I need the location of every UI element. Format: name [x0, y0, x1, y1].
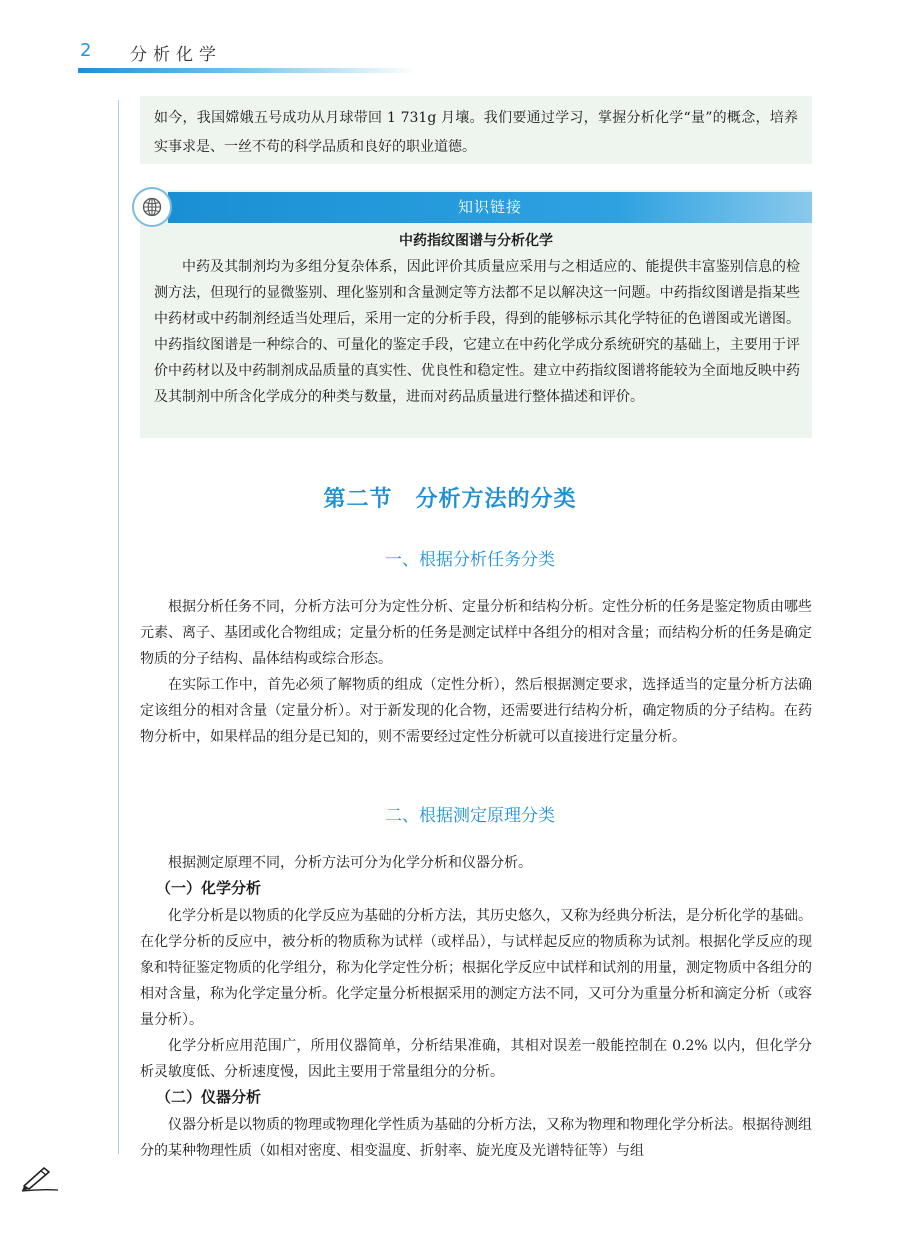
knowledge-link-subtitle: 中药指纹图谱与分析化学 [399, 233, 553, 249]
paragraph: 化学分析是以物质的化学反应为基础的分析方法，其历史悠久，又称为经典分析法，是分析化学的基础。在化学分析的反应中，被分析的物质称为试样（或样品），与试样起反应的物质称为试剂。根据化学反应的现象和特征鉴定物质的化学组分，称为化学定性分析；根据化学反应中试样和试剂的用量，测定物质中各组分的相对含量，称为化学定量分析。化学定量分析根据采用的测定方法不同，又可分为重量分析和滴定分析（或容量分析）。 [140, 908, 812, 1028]
subsection-title-1: 一、根据分析任务分类 [385, 550, 555, 570]
knowledge-link-label: 知识链接 [457, 198, 522, 216]
intro-text: 如今，我国嫦娥五号成功从月球带回 1 731g 月壤。我们要通过学习，掌握分析化学“量”的概念，培养实事求是、一丝不苟的科学品质和良好的职业道德。 [154, 110, 798, 155]
subsection-title-2: 二、根据测定原理分类 [385, 806, 555, 826]
paragraph: 根据测定原理不同，分析方法可分为化学分析和仪器分析。 [168, 855, 532, 871]
paragraph: 化学分析应用范围广，所用仪器简单，分析结果准确，其相对误差一般能控制在 0.2% 以内，但化学分析灵敏度低、分析速度慢，因此主要用于常量组分的分析。 [140, 1038, 812, 1080]
globe-icon [132, 187, 172, 227]
heading-instrumental-analysis: （二）仪器分析 [156, 1088, 262, 1106]
paragraph: 在实际工作中，首先必须了解物质的组成（定性分析），然后根据测定要求，选择适当的定量分析方法确定该组分的相对含量（定量分析）。对于新发现的化合物，还需要进行结构分析，确定物质的分子结构。在药物分析中，如果样品的组分是已知的，则不需要经过定性分析就可以直接进行定量分析。 [140, 677, 812, 745]
intro-box [140, 96, 812, 164]
paragraph: 根据分析任务不同，分析方法可分为定性分析、定量分析和结构分析。定性分析的任务是鉴定物质由哪些元素、离子、基团或化合物组成；定量分析的任务是测定试样中各组分的相对含量；而结构分析的任务是确定物质的分子结构、晶体结构或综合形态。 [140, 599, 812, 667]
running-title: 分析化学 [130, 45, 222, 65]
pen-icon [20, 1162, 60, 1192]
knowledge-link-body: 中药及其制剂均为多组分复杂体系，因此评价其质量应采用与之相适应的、能提供丰富鉴别信息的检测方法，但现行的显微鉴别、理化鉴别和含量测定等方法都不足以解决这一问题。中药指纹图谱是指某些中药材或中药制剂经适当处理后，采用一定的分析手段，得到的能够标示其化学特征的色谱图或光谱图。中药指纹图谱是一种综合的、可量化的鉴定手段，它建立在中药化学成分系统研究的基础上，主要用于评价中药材以及中药制剂成品质量的真实性、优良性和稳定性。建立中药指纹图谱将能较为全面地反映中药及其制剂中所含化学成分的种类与数量，进而对药品质量进行整体描述和评价。 [154, 259, 800, 405]
margin-rule [118, 100, 119, 1154]
header-accent-bar [78, 68, 418, 73]
heading-chemical-analysis: （一）化学分析 [156, 879, 262, 897]
page-header [0, 0, 900, 80]
paragraph: 仪器分析是以物质的物理或物理化学性质为基础的分析方法，又称为物理和物理化学分析法。根据待测组分的某种物理性质（如相对密度、相变温度、折射率、旋光度及光谱特征等）与组 [140, 1117, 812, 1159]
knowledge-link-box [140, 190, 812, 438]
section-title: 第二节 分析方法的分类 [323, 487, 577, 512]
page-number: 2 [80, 40, 92, 61]
